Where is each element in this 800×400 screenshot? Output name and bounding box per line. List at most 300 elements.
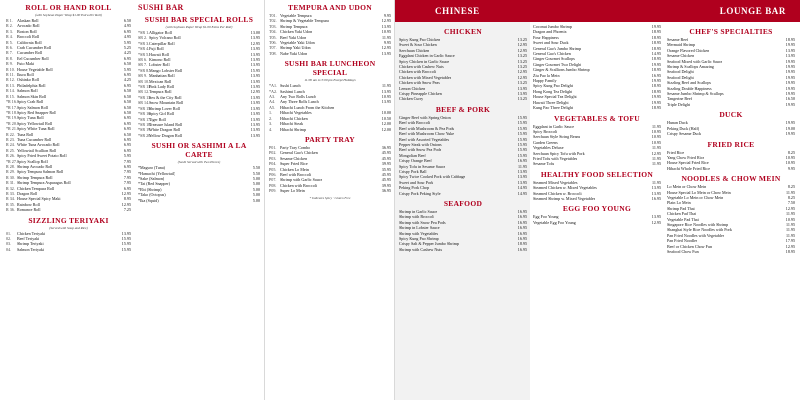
menu-item-price: 6.50 [123, 88, 131, 94]
menu-item [667, 166, 795, 171]
menu-item-price: 10.95 [381, 29, 391, 35]
section-title: HEALTHY FOOD SELECTION [540, 169, 654, 179]
menu-item-price: 16.95 [517, 236, 527, 241]
menu-item-name [533, 105, 573, 110]
specialties-column [533, 24, 661, 400]
menu-item-name [667, 102, 690, 107]
menu-item-label: Alaskan Roll [17, 18, 39, 23]
menu-item-label: Chicken with Snow Peas [399, 80, 440, 86]
section-title: EGG FOO YOUNG [562, 204, 632, 214]
menu-item-price: 16.50 [785, 96, 795, 102]
section-note: (Sushi Served with Two Pieces) [177, 160, 221, 165]
menu-item-price: 13.95 [517, 168, 527, 174]
menu-item-code: R 29. [6, 169, 15, 175]
menu-item-label: Beef with Mushroom & Pea Pods [399, 125, 455, 131]
menu-item-label: Sesame Jumbo Shrimp & Scallops [667, 91, 724, 97]
menu-item-price: 13.95 [651, 214, 661, 220]
menu-item-label: *Sake (Salmon) [138, 175, 165, 181]
menu-item-label: Garden Greens [533, 139, 558, 145]
menu-item-name [6, 247, 44, 252]
menu-item-code: T04. [269, 29, 277, 35]
menu-item-price: 8.25 [787, 184, 795, 190]
menu-item-code: *SR 3. [138, 40, 150, 46]
menu-item-code: P01. [269, 144, 277, 150]
menu-item-label: Tuna Cucumber Roll [17, 136, 52, 142]
menu-item-label: Chicken with Broccoli [280, 182, 318, 188]
menu-item-price: 13.95 [250, 51, 260, 57]
menu-item-price: 13.95 [250, 132, 260, 138]
menu-item-code: T02. [269, 18, 277, 24]
menu-item-label: Sesame Chicken [280, 155, 308, 161]
menu-item-name [138, 198, 159, 203]
menu-item-label: *Maguro (Tuna) [138, 165, 166, 171]
menu-item-price: 9.95 [787, 165, 795, 171]
menu-item-label: Seafood Delight [667, 74, 694, 80]
menu-item-label: Chicken Yaki Udon [280, 29, 313, 35]
menu-item-label: Super Lo Mein [280, 188, 305, 194]
menu-item-price: 6.95 [123, 163, 131, 169]
menu-item-price: 18.95 [651, 67, 661, 73]
menu-item-code: 01. [6, 230, 12, 236]
menu-item-code: P02. [269, 150, 277, 156]
menu-panel-mid [265, 0, 395, 400]
menu-item-label: Spicy Tempura Salmon Roll [17, 169, 64, 175]
menu-item-price: 19.95 [651, 61, 661, 67]
menu-item-price: 13.95 [517, 85, 527, 91]
menu-item-label: Yang Chow Fried Rice [667, 154, 705, 160]
menu-item-code: R 8. [6, 55, 13, 61]
menu-item-label: Orange Flavored Chicken [667, 47, 710, 53]
menu-item-label: Shrimp with Broccoli [399, 214, 435, 220]
menu-item-price: 4.95 [123, 23, 131, 29]
menu-item-price: 5.50 [252, 170, 260, 176]
menu-item-price: 13.25 [517, 64, 527, 70]
menu-item-label: Kung Pao Three Delight [533, 105, 574, 111]
menu-item-label: Sashimi Lunch [280, 88, 305, 94]
menu-item-label: Pan Fried Noodles [667, 238, 698, 244]
menu-item-label: Shrimp Tempura Roll [17, 174, 53, 180]
menu-item-price: 8.25 [787, 149, 795, 155]
menu-item-price: 16.95 [651, 195, 661, 201]
menu-item-label: General Gao's Jumbo Shrimp [533, 45, 582, 51]
menu-item-price: 5.00 [252, 181, 260, 187]
menu-item-price: 6.95 [123, 115, 131, 121]
menu-item-price: 10.50 [381, 115, 391, 121]
menu-item-price: 13.25 [517, 96, 527, 102]
menu-item-price: 7.95 [123, 169, 131, 175]
section-title: BEEF & PORK [435, 104, 491, 114]
menu-item [6, 207, 131, 212]
menu-item-label: Romance Roll [17, 207, 41, 213]
item-list [138, 165, 260, 203]
menu-item-label: *Tai (Red Snapper) [138, 181, 170, 187]
menu-item-price: 7.50 [787, 200, 795, 206]
menu-item-price: 16.95 [517, 230, 527, 236]
menu-item-code: SR 6. [138, 57, 148, 63]
menu-item-label: Ginger Beef with Spring Onion [399, 114, 451, 120]
menu-item-code: 3. [269, 121, 273, 127]
menu-item-code: P09. [269, 188, 277, 194]
menu-item-label: White Tuna Avocado Roll [17, 142, 60, 148]
menu-item-code: *R 16. [6, 99, 17, 105]
menu-item-code: *R 19. [6, 115, 17, 121]
menu-item-label: Chicken Pad Thai [667, 211, 697, 217]
menu-item-label: Pink Lady Roll [149, 84, 175, 90]
menu-item-label: *Ebi (Shrimp) [138, 186, 162, 192]
menu-item-price: 13.95 [250, 57, 260, 63]
menu-item-price: 5.50 [252, 165, 260, 171]
menu-item-label: Salmon Roll [17, 88, 38, 94]
menu-item-price: 14.95 [651, 51, 661, 57]
menu-item-name [667, 249, 699, 254]
menu-item-code: *SR 18. [138, 121, 152, 127]
menu-item-code: *SR 19. [138, 127, 152, 133]
menu-item-code: 03. [6, 241, 12, 247]
menu-item-price: 13.95 [250, 116, 260, 122]
menu-item-label: *Ika (Squid) [138, 197, 159, 203]
menu-item-price: 11.95 [381, 34, 391, 40]
menu-item-code: T06. [269, 40, 277, 46]
menu-item-price: 13.95 [250, 94, 260, 100]
menu-item-price: 7.25 [123, 207, 131, 213]
menu-item-price: 11.95 [785, 189, 795, 195]
menu-item-price: 12.00 [381, 126, 391, 132]
menu-item-label: Crispy Pork Ball [399, 168, 427, 174]
menu-item-label: Sweet & Sour Chicken [399, 42, 437, 48]
menu-item-price: 15.95 [517, 114, 527, 120]
menu-item-code: R 5. [6, 39, 13, 45]
chinese-column [399, 24, 527, 400]
menu-item-code: *SR 11. [138, 84, 152, 90]
menu-item-price: 10.95 [785, 154, 795, 160]
menu-item-price: 13.95 [250, 100, 260, 106]
menu-item-label: Beef with Mushroom Chow Yuke [399, 131, 455, 137]
item-list [269, 145, 391, 194]
menu-item-label: Beef with Assorted Vegetables [399, 136, 450, 142]
menu-item-code: *SR 20. [138, 132, 152, 138]
item-list [269, 13, 391, 56]
menu-item-price: 12.95 [121, 191, 131, 196]
menu-item-label: Shanghai Style Rice Noodles with Pork [667, 227, 732, 233]
menu-item-price: 15.95 [250, 67, 260, 73]
menu-item-label: Shrimp Tempura [280, 23, 308, 29]
menu-item-label: Yellowtail Scallion Roll [17, 147, 57, 153]
menu-item-price: 18.95 [651, 83, 661, 89]
menu-item-price: 39.95 [381, 161, 391, 167]
menu-item-price: 6.95 [123, 120, 131, 126]
menu-item-price: 15.95 [517, 147, 527, 153]
menu-item-code: R 10. [6, 66, 15, 72]
menu-item-label: Shrimp with Cashew Nuts [399, 246, 443, 252]
menu-item-label: Spicy Red Snapper Roll [17, 109, 57, 115]
menu-item-code: 04. [6, 246, 12, 252]
menu-item-price: 15.95 [517, 120, 527, 126]
menu-item-price: 19.95 [651, 99, 661, 105]
menu-item-price: 11.95 [785, 227, 795, 233]
menu-item-code: *R 18. [6, 109, 17, 115]
section-note: (with Soybean Paper Wrap $1.00 Extra Per Roll) [35, 13, 102, 17]
menu-item-price: 6.50 [123, 109, 131, 115]
menu-item-label: Shrimp Teriyaki [17, 241, 44, 247]
menu-item-price: 12.95 [250, 89, 260, 95]
menu-item-label: Mexican Roll [149, 78, 172, 84]
menu-item-price: 12.95 [785, 243, 795, 249]
menu-item-label: Vegetable Tempura [280, 13, 312, 18]
menu-item-name [269, 51, 307, 56]
menu-item-label: Lobster Roll [149, 62, 170, 68]
menu-item [269, 127, 391, 132]
menu-item-code: *R 27. [6, 158, 17, 164]
menu-item-label: White Dragon Roll [149, 127, 181, 133]
menu-item-label: Chicken Teriyaki [17, 230, 46, 236]
menu-item-price: 13.95 [381, 99, 391, 105]
menu-item-price: 13.95 [121, 230, 131, 236]
menu-item-label: Shrimp Tempura Asparagus Roll [17, 180, 71, 186]
menu-item-code: A4. [269, 99, 276, 105]
menu-item-price: 39.95 [381, 182, 391, 188]
section-title: SUSHI BAR [138, 3, 184, 12]
section-title: VEGETABLES & TOFU [554, 113, 640, 123]
menu-item-price: 13.95 [381, 88, 391, 94]
menu-item-label: Vegetable Yaki Udon [280, 40, 315, 46]
menu-item-price: 15.95 [121, 241, 131, 247]
menu-item [667, 249, 795, 254]
menu-item-label: Hibachi Lunch From the Kitchen [280, 104, 335, 110]
menu-item-label: General Gao's Chicken [533, 51, 571, 57]
menu-item-label: Shrimp & Vegetable Tempura [280, 18, 329, 24]
menu-item-code: *SR 8. [138, 67, 150, 73]
menu-item-price: 13.95 [250, 62, 260, 68]
menu-item-price: 19.95 [785, 131, 795, 137]
menu-item-code: A3. [269, 94, 276, 100]
menu-item-label: Fried Tofu with Vegetables [533, 155, 578, 161]
menu-item-label: Shrimp with Snow Pea Pods [399, 219, 446, 225]
menu-item-price: 10.95 [651, 134, 661, 140]
lounge-title: LOUNGE BAR [719, 6, 786, 16]
menu-item-price: 16.95 [517, 219, 527, 225]
menu-item-price: 6.95 [123, 147, 131, 153]
menu-item-label: Sizzling Double Happiness [667, 85, 712, 91]
menu-item-label: Crispy Sesame Duck [667, 131, 702, 137]
menu-item-code: P04. [269, 161, 277, 167]
menu-item-price: 13.95 [651, 190, 661, 196]
menu-item-code: SR 14. [138, 100, 150, 106]
menu-item-label: Ikura Roll [17, 72, 34, 78]
menu-item-label: Mermaid Shrimp [667, 42, 696, 48]
menu-item-price: 5.25 [123, 45, 131, 51]
section-title: FRIED RICE [707, 139, 755, 149]
menu-item-name [269, 188, 305, 193]
menu-item-price: 19.95 [785, 74, 795, 80]
menu-item-label: Pepper Steak with Onions [399, 141, 442, 147]
menu-item-price: 13.95 [517, 179, 527, 185]
item-list [399, 115, 527, 196]
menu-item-code: R 34. [6, 196, 15, 202]
menu-item-label: Chicken with Broccoli [399, 69, 437, 75]
menu-item-price: 19.95 [651, 24, 661, 29]
menu-item-label: Spicy White Tuna Roll [17, 126, 55, 132]
section-note: 11:00 am to 3:00 pm Except Holidays [304, 78, 356, 83]
menu-item-label: Beef Teriyaki [17, 236, 40, 242]
menu-item [533, 161, 661, 166]
menu-item-label: Eel Cucumber Roll [17, 55, 49, 61]
menu-item-code: T05. [269, 34, 277, 40]
menu-item-price: 13.95 [250, 46, 260, 52]
menu-item-code: *SR 13. [138, 94, 152, 100]
menu-item-price: 13.25 [517, 53, 527, 59]
menu-item-price: 45.95 [381, 155, 391, 161]
menu-item-label: Coconut Jumbo Shrimp [533, 24, 572, 29]
section-title: SEAFOOD [443, 198, 483, 208]
menu-item-label: Spicy Kung Pao Chicken [399, 37, 441, 42]
menu-item-label: Sweet and Sour Pork [399, 179, 434, 185]
menu-item-label: Shrimp Yaki Udon [280, 45, 311, 51]
menu-item-name [667, 166, 710, 171]
menu-item-price: 15.95 [517, 125, 527, 131]
menu-item-code: *SR 1. [138, 30, 150, 35]
menu-item-price: 13.25 [517, 58, 527, 64]
menu-item-label: Seafood Mixed with Garlic Sauce [667, 58, 723, 64]
menu-item-label: House Vegetable Roll [17, 66, 53, 72]
menu-item-label: Treasure Island Roll [149, 121, 183, 127]
menu-item-label: Steamed Chicken w. Mixed Vegetables [533, 185, 597, 191]
menu-item-label: Beef with Broccoli [399, 120, 431, 126]
menu-item-price: 15.95 [517, 136, 527, 142]
menu-item-label: Chicken Tempura Roll [17, 185, 55, 191]
menu-item-label: Eggplant Chicken in Garlic Sauce [399, 53, 455, 59]
item-list [533, 180, 661, 202]
menu-item-price: 15.95 [517, 131, 527, 137]
section-note: (with Soybean Paper Wrap $1.00 Extra Per Roll) [165, 25, 233, 29]
menu-item-label: Spicy Tuna Roll [17, 115, 44, 121]
menu-item [399, 247, 527, 252]
menu-item-label: Spicy Kung Pao Shrimp [399, 236, 439, 241]
menu-item-label: Manhattan Roll [149, 73, 175, 79]
menu-item-price: 9.95 [383, 13, 391, 18]
section-title: DUCK [719, 110, 743, 120]
menu-item-label: Shrimp with Garlic Sauce [280, 177, 323, 183]
menu-item-name [269, 127, 306, 132]
menu-item-code: 4. [269, 126, 273, 132]
menu-item-label: Cucumber Roll [17, 50, 43, 56]
menu-item-label: Hibachi Chicken [280, 115, 308, 121]
menu-item-code: *SR 16. [138, 111, 152, 117]
menu-item-label: Beef with Snow Pea Pods [399, 147, 442, 153]
menu-item-code: *SR 4. [138, 46, 150, 52]
menu-item-price: 12.95 [381, 18, 391, 24]
menu-item-price: 6.95 [123, 72, 131, 78]
menu-item-label: Spicy Crab Roll [17, 99, 44, 105]
menu-item-label: Peking Duck (Half) [667, 125, 700, 131]
menu-item-code: *SR 17. [138, 116, 152, 122]
menu-item-price: 13.95 [250, 105, 260, 111]
menu-item-name [667, 131, 701, 136]
menu-item-price: 36.95 [381, 188, 391, 194]
menu-item-price: 18.95 [517, 241, 527, 247]
menu-item-price: 11.95 [785, 221, 795, 227]
item-list [667, 120, 795, 136]
item-list [533, 124, 661, 167]
menu-item-price: 19.95 [785, 80, 795, 86]
menu-item-code: R 15. [6, 93, 15, 99]
menu-item-label: Ziu Pao la Mein [533, 72, 560, 78]
menu-item-code: R 2. [6, 23, 13, 29]
menu-item-label: Snow Mountain Roll [149, 100, 184, 106]
menu-item-label: Beef Yaki Udon [280, 34, 307, 40]
menu-item-label: Seafood Delight [667, 69, 694, 75]
menu-item-price: 6.95 [123, 185, 131, 191]
menu-item-label: Spicy Chicken in Garlic Sauce [399, 58, 450, 64]
menu-item-label: Ginger Gourmet Scallops [533, 56, 575, 62]
menu-item-price: 16.95 [517, 158, 527, 164]
menu-item-label: Oshinko Roll [17, 77, 39, 83]
menu-item-label: Shrimp Avocado Roll [17, 163, 53, 169]
menu-item-code: R 14. [6, 88, 15, 94]
menu-item-label: Chicken with Mixed Vegetables [399, 74, 452, 80]
menu-item-price: 14.95 [517, 190, 527, 196]
menu-item-price: 8.95 [123, 196, 131, 202]
menu-item-label: Shrimp Pad Thai [667, 205, 695, 211]
menu-item-label: *Hamachi (Yellowtail) [138, 170, 176, 176]
menu-item-label: Steamed Mixed Vegetables [533, 179, 578, 185]
menu-item-label: Spicy Kung Pao Delight [533, 83, 573, 89]
menu-item-price: 18.95 [651, 34, 661, 40]
section-title: PARTY TRAY [304, 134, 356, 144]
menu-item-price: 16.95 [517, 246, 527, 252]
menu-item-price: 19.95 [651, 78, 661, 84]
menu-item-label: Beef or Chicken Chow Fun [667, 243, 713, 249]
menu-item-code: R 3. [6, 28, 13, 34]
menu-item-price: 11.95 [651, 123, 661, 129]
menu-item [399, 96, 527, 101]
menu-item-price: 13.95 [381, 50, 391, 56]
menu-item [667, 131, 795, 136]
menu-item-label: Hawaii Three Delight [533, 99, 569, 105]
menu-item-code: P07. [269, 177, 277, 183]
menu-item-price: 10.95 [785, 216, 795, 222]
menu-item [399, 191, 527, 196]
menu-item-price: 6.50 [123, 104, 131, 110]
menu-item-price: 11.95 [517, 163, 527, 169]
menu-item-label: Kimono Roll [149, 57, 171, 63]
menu-item [269, 51, 391, 56]
menu-item-price: 11.95 [651, 145, 661, 151]
menu-item-code: R 25. [6, 147, 15, 153]
menu-item-label: *Tako (Octopus) [138, 192, 166, 198]
menu-item-label: Philadelphia Roll [17, 82, 46, 88]
menu-item-code: R 28. [6, 163, 15, 169]
menu-item-price: 6.95 [123, 126, 131, 132]
menu-item-price: 12.95 [651, 150, 661, 156]
item-list [138, 30, 260, 138]
menu-item-price: 13.95 [517, 174, 527, 180]
menu-item-label: Sweet and Sour Duck [533, 40, 569, 46]
menu-item-label: Spicy Girl Roll [149, 111, 175, 117]
menu-item-price: 15.95 [517, 152, 527, 158]
menu-item-price: 11.95 [651, 179, 661, 185]
menu-item-price: 14.95 [517, 185, 527, 191]
menu-item [269, 188, 391, 193]
menu-item-price: 6.95 [123, 136, 131, 142]
menu-item-code: T07. [269, 45, 277, 51]
menu-item-price: 7.95 [123, 180, 131, 186]
menu-item-label: Tuna Roll [17, 131, 34, 137]
menu-item-label: Spicy Fried Sweet Potato Roll [17, 153, 67, 159]
menu-item-price: 12.95 [517, 69, 527, 75]
menu-item-code: *A1. [269, 83, 278, 89]
menu-item-price: 12.00 [381, 121, 391, 127]
menu-item-code: *R 20. [6, 120, 17, 126]
